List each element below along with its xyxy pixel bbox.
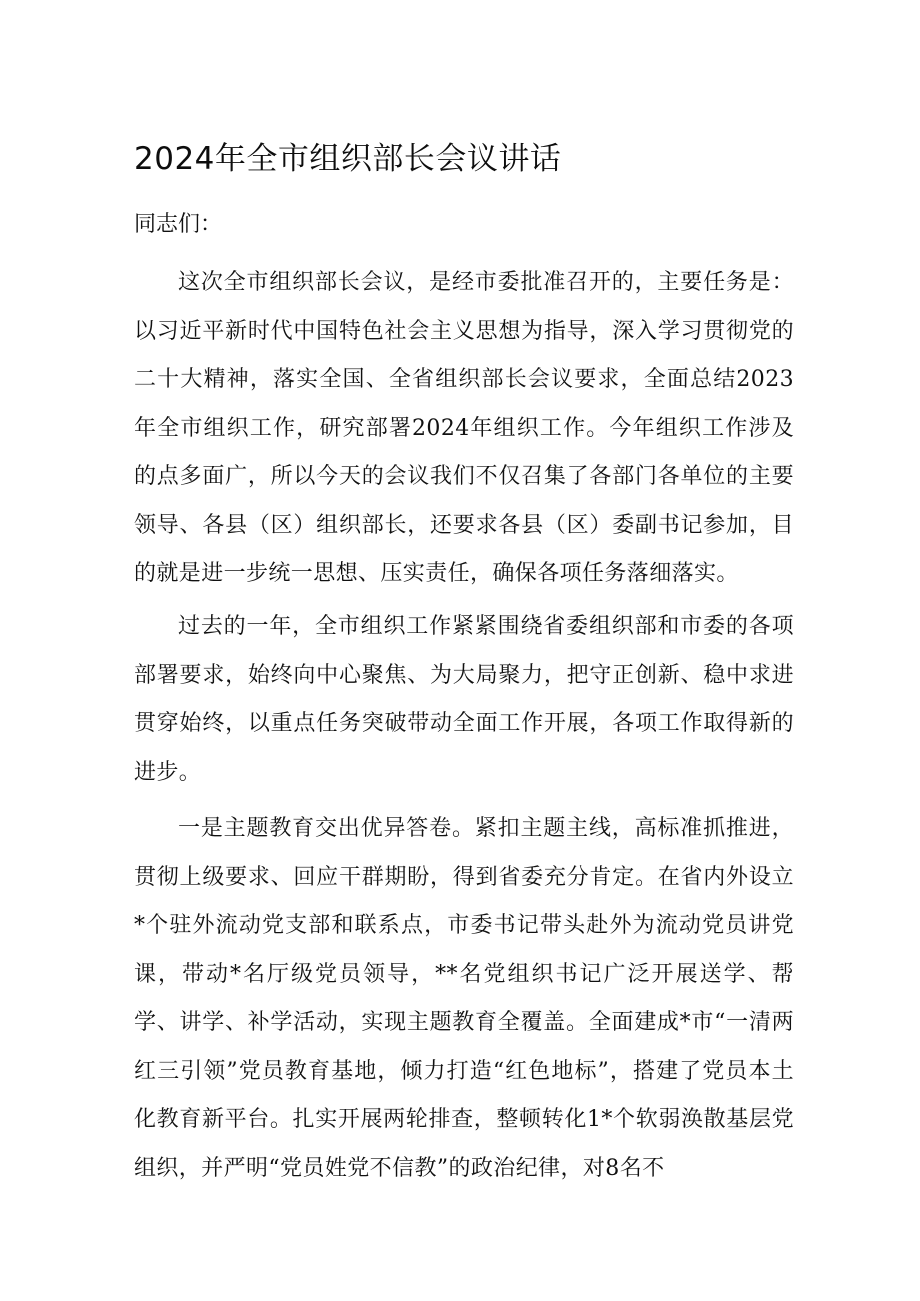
salutation: 同志们： (134, 212, 223, 237)
paragraph-review: 过去的一年，全市组织工作紧紧围绕省委组织部和市委的各项部署要求，始终向中心聚焦、为大局聚力，把守正创新、稳中求进贯穿始终，以重点任务突破带动全面工作开展，各项工作取得新的进步。 (134, 614, 794, 785)
document-title: 2024年全市组织部长会议讲话 (134, 141, 562, 177)
paragraph-intro: 这次全市组织部长会议，是经市委批准召开的，主要任务是：以习近平新时代中国特色社会主义思想为指导，深入学习贯彻党的二十大精神，落实全国、全省组织部长会议要求，全面总结2023年全市组织工作，研究部署2024年组织工作。今年组织工作涉及的点多面广，所以今天的会议我们不仅召集了各部门各单位的主要领导、各县（区）组织部长，还要求各县（区）委副书记参加，目的就是进一步统一思想、压实责任，确保各项任务落细落实。 (134, 270, 794, 586)
paragraph-theme-education: 一是主题教育交出优异答卷。紧扣主题主线，高标准抓推进，贯彻上级要求、回应干群期盼，得到省委充分肯定。在省内外设立*个驻外流动党支部和联系点，市委书记带头赴外为流动党员讲党课，带动*名厅级党员领导，**名党组织书记广泛开展送学、帮学、讲学、补学活动，实现主题教育全覆盖。全面建成*市“一清两红三引领”党员教育基地，倾力打造“红色地标”，搭建了党员本土化教育新平台。扎实开展两轮排查，整顿转化1*个软弱涣散基层党组织，并严明“党员姓党不信教”的政治纪律，对8名不 (134, 816, 794, 1181)
